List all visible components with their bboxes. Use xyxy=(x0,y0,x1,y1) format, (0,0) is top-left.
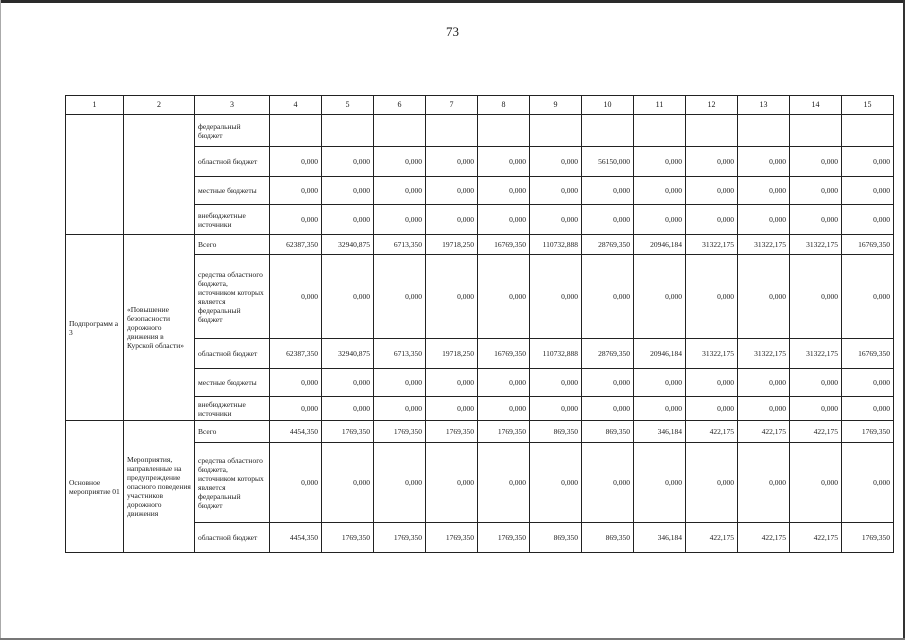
table-row xyxy=(66,421,894,443)
value-cell: 0,000 xyxy=(374,397,426,421)
value-cell: 0,000 xyxy=(738,177,790,205)
value-cell: 6713,350 xyxy=(374,235,426,255)
value-cell: 0,000 xyxy=(790,177,842,205)
funding-source-cell: областной бюджет xyxy=(195,523,270,553)
value-cell: 31322,175 xyxy=(686,235,738,255)
table-row xyxy=(66,115,894,147)
value-cell: 1769,350 xyxy=(478,523,530,553)
header-cell: 5 xyxy=(322,96,374,115)
value-cell: 0,000 xyxy=(582,443,634,523)
value-cell: 0,000 xyxy=(270,255,322,339)
value-cell: 28769,350 xyxy=(582,235,634,255)
value-cell: 0,000 xyxy=(426,369,478,397)
value-cell: 1769,350 xyxy=(374,523,426,553)
value-cell: 0,000 xyxy=(634,147,686,177)
value-cell: 1769,350 xyxy=(842,523,894,553)
header-cell: 9 xyxy=(530,96,582,115)
value-cell: 0,000 xyxy=(478,255,530,339)
value-cell: 0,000 xyxy=(322,443,374,523)
value-cell: 422,175 xyxy=(790,523,842,553)
value-cell: 422,175 xyxy=(686,421,738,443)
value-cell: 0,000 xyxy=(842,443,894,523)
funding-source-cell: внебюджетные источники xyxy=(195,397,270,421)
funding-source-cell: средства областного бюджета, источником которых является федеральный бюджет xyxy=(195,255,270,339)
program-code-cell: Основное мероприятие 01 xyxy=(66,421,124,553)
value-cell: 0,000 xyxy=(270,443,322,523)
value-cell: 0,000 xyxy=(634,369,686,397)
value-cell: 0,000 xyxy=(374,369,426,397)
value-cell: 1769,350 xyxy=(322,523,374,553)
value-cell xyxy=(686,115,738,147)
value-cell: 0,000 xyxy=(634,177,686,205)
value-cell: 4454,350 xyxy=(270,421,322,443)
funding-source-cell: федеральный бюджет xyxy=(195,115,270,147)
value-cell: 0,000 xyxy=(634,397,686,421)
header-cell: 14 xyxy=(790,96,842,115)
value-cell: 346,184 xyxy=(634,421,686,443)
value-cell: 869,350 xyxy=(582,523,634,553)
value-cell: 0,000 xyxy=(790,205,842,235)
value-cell: 0,000 xyxy=(426,147,478,177)
value-cell: 0,000 xyxy=(478,205,530,235)
value-cell: 32940,875 xyxy=(322,339,374,369)
value-cell: 422,175 xyxy=(738,421,790,443)
value-cell: 0,000 xyxy=(686,147,738,177)
value-cell: 0,000 xyxy=(790,255,842,339)
value-cell: 16769,350 xyxy=(842,235,894,255)
value-cell: 0,000 xyxy=(738,205,790,235)
value-cell xyxy=(634,115,686,147)
value-cell: 0,000 xyxy=(530,177,582,205)
header-cell: 3 xyxy=(195,96,270,115)
page-number: 73 xyxy=(446,24,459,39)
value-cell: 0,000 xyxy=(738,147,790,177)
value-cell: 869,350 xyxy=(530,421,582,443)
program-name-cell: «Повышение безопасности дорожного движения в Курской области» xyxy=(124,235,195,421)
value-cell: 16769,350 xyxy=(478,339,530,369)
value-cell: 110732,888 xyxy=(530,235,582,255)
value-cell: 0,000 xyxy=(790,397,842,421)
value-cell: 31322,175 xyxy=(738,235,790,255)
value-cell: 31322,175 xyxy=(790,235,842,255)
scan-left-edge xyxy=(0,0,1,640)
value-cell: 0,000 xyxy=(426,443,478,523)
value-cell: 0,000 xyxy=(790,147,842,177)
program-code-cell xyxy=(66,115,124,235)
value-cell: 0,000 xyxy=(322,177,374,205)
value-cell: 0,000 xyxy=(426,177,478,205)
value-cell: 62387,350 xyxy=(270,339,322,369)
value-cell: 422,175 xyxy=(738,523,790,553)
value-cell: 1769,350 xyxy=(426,421,478,443)
budget-table-body xyxy=(66,96,894,553)
value-cell: 0,000 xyxy=(686,369,738,397)
value-cell xyxy=(374,115,426,147)
table-row xyxy=(66,235,894,255)
value-cell: 0,000 xyxy=(582,397,634,421)
value-cell: 0,000 xyxy=(530,443,582,523)
value-cell xyxy=(582,115,634,147)
value-cell: 0,000 xyxy=(582,369,634,397)
value-cell: 869,350 xyxy=(582,421,634,443)
header-cell: 11 xyxy=(634,96,686,115)
budget-table xyxy=(65,95,894,553)
program-code-cell: Подпрограмм а 3 xyxy=(66,235,124,421)
value-cell: 0,000 xyxy=(374,147,426,177)
value-cell: 31322,175 xyxy=(686,339,738,369)
value-cell: 0,000 xyxy=(738,397,790,421)
value-cell: 0,000 xyxy=(790,443,842,523)
header-cell: 13 xyxy=(738,96,790,115)
value-cell: 0,000 xyxy=(270,205,322,235)
value-cell: 0,000 xyxy=(790,369,842,397)
scan-top-edge xyxy=(0,0,905,3)
value-cell: 0,000 xyxy=(374,255,426,339)
value-cell: 0,000 xyxy=(842,397,894,421)
value-cell: 20946,184 xyxy=(634,235,686,255)
header-cell: 6 xyxy=(374,96,426,115)
value-cell: 0,000 xyxy=(842,255,894,339)
value-cell: 28769,350 xyxy=(582,339,634,369)
funding-source-cell: областной бюджет xyxy=(195,339,270,369)
value-cell: 1769,350 xyxy=(322,421,374,443)
value-cell: 0,000 xyxy=(842,147,894,177)
value-cell: 0,000 xyxy=(842,369,894,397)
value-cell: 4454,350 xyxy=(270,523,322,553)
value-cell: 56150,000 xyxy=(582,147,634,177)
value-cell: 0,000 xyxy=(634,443,686,523)
value-cell: 1769,350 xyxy=(842,421,894,443)
value-cell: 0,000 xyxy=(530,255,582,339)
value-cell: 0,000 xyxy=(530,205,582,235)
header-cell: 2 xyxy=(124,96,195,115)
value-cell: 0,000 xyxy=(426,205,478,235)
value-cell xyxy=(530,115,582,147)
value-cell: 0,000 xyxy=(530,397,582,421)
value-cell: 1769,350 xyxy=(374,421,426,443)
header-cell: 1 xyxy=(66,96,124,115)
value-cell: 869,350 xyxy=(530,523,582,553)
value-cell: 0,000 xyxy=(634,205,686,235)
header-cell: 4 xyxy=(270,96,322,115)
value-cell: 0,000 xyxy=(478,369,530,397)
value-cell: 31322,175 xyxy=(790,339,842,369)
header-cell: 15 xyxy=(842,96,894,115)
value-cell: 0,000 xyxy=(426,397,478,421)
value-cell: 0,000 xyxy=(270,397,322,421)
value-cell: 110732,888 xyxy=(530,339,582,369)
value-cell xyxy=(270,115,322,147)
value-cell: 0,000 xyxy=(270,177,322,205)
value-cell: 0,000 xyxy=(686,255,738,339)
value-cell xyxy=(426,115,478,147)
value-cell: 0,000 xyxy=(322,255,374,339)
value-cell: 19718,250 xyxy=(426,339,478,369)
value-cell: 1769,350 xyxy=(478,421,530,443)
value-cell: 0,000 xyxy=(322,369,374,397)
funding-source-cell: местные бюджеты xyxy=(195,177,270,205)
funding-source-cell: местные бюджеты xyxy=(195,369,270,397)
value-cell: 0,000 xyxy=(738,369,790,397)
value-cell: 0,000 xyxy=(270,369,322,397)
program-name-cell xyxy=(124,115,195,235)
header-cell: 8 xyxy=(478,96,530,115)
value-cell: 0,000 xyxy=(426,255,478,339)
value-cell: 0,000 xyxy=(686,443,738,523)
value-cell: 346,184 xyxy=(634,523,686,553)
value-cell: 0,000 xyxy=(374,177,426,205)
value-cell: 0,000 xyxy=(738,255,790,339)
value-cell xyxy=(790,115,842,147)
funding-source-cell: средства областного бюджета, источником которых является федеральный бюджет xyxy=(195,443,270,523)
funding-source-cell: внебюджетные источники xyxy=(195,205,270,235)
value-cell: 0,000 xyxy=(686,397,738,421)
value-cell: 6713,350 xyxy=(374,339,426,369)
value-cell: 0,000 xyxy=(738,443,790,523)
value-cell: 0,000 xyxy=(842,177,894,205)
value-cell: 0,000 xyxy=(478,147,530,177)
value-cell: 1769,350 xyxy=(426,523,478,553)
value-cell: 32940,875 xyxy=(322,235,374,255)
value-cell: 0,000 xyxy=(322,147,374,177)
value-cell: 0,000 xyxy=(582,205,634,235)
value-cell: 0,000 xyxy=(582,177,634,205)
header-cell: 12 xyxy=(686,96,738,115)
funding-source-cell: Всего xyxy=(195,235,270,255)
header-cell: 7 xyxy=(426,96,478,115)
header-cell: 10 xyxy=(582,96,634,115)
value-cell: 0,000 xyxy=(530,147,582,177)
funding-source-cell: областной бюджет xyxy=(195,147,270,177)
value-cell xyxy=(842,115,894,147)
value-cell: 19718,250 xyxy=(426,235,478,255)
funding-source-cell: Всего xyxy=(195,421,270,443)
value-cell: 0,000 xyxy=(478,443,530,523)
value-cell: 62387,350 xyxy=(270,235,322,255)
header-row xyxy=(66,96,894,115)
value-cell: 0,000 xyxy=(270,147,322,177)
value-cell: 0,000 xyxy=(478,397,530,421)
value-cell: 0,000 xyxy=(582,255,634,339)
value-cell: 16769,350 xyxy=(842,339,894,369)
value-cell: 31322,175 xyxy=(738,339,790,369)
value-cell: 16769,350 xyxy=(478,235,530,255)
value-cell: 0,000 xyxy=(478,177,530,205)
value-cell xyxy=(478,115,530,147)
value-cell: 0,000 xyxy=(322,205,374,235)
value-cell xyxy=(738,115,790,147)
value-cell: 422,175 xyxy=(686,523,738,553)
value-cell: 0,000 xyxy=(530,369,582,397)
value-cell xyxy=(322,115,374,147)
value-cell: 0,000 xyxy=(322,397,374,421)
value-cell: 0,000 xyxy=(686,205,738,235)
value-cell: 0,000 xyxy=(374,443,426,523)
value-cell: 422,175 xyxy=(790,421,842,443)
value-cell: 0,000 xyxy=(374,205,426,235)
value-cell: 20946,184 xyxy=(634,339,686,369)
program-name-cell: Мероприятия, направленные на предупреждение опасного поведения участников дорожного движения xyxy=(124,421,195,553)
value-cell: 0,000 xyxy=(686,177,738,205)
value-cell: 0,000 xyxy=(634,255,686,339)
value-cell: 0,000 xyxy=(842,205,894,235)
